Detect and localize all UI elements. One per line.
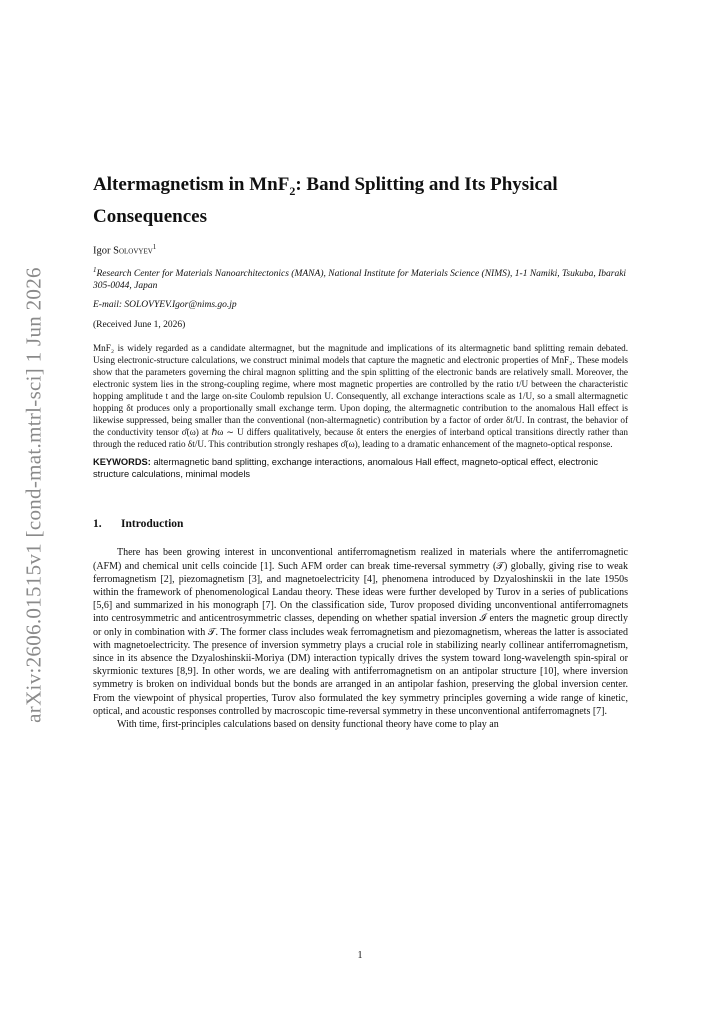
arxiv-identifier: arXiv:2606.01515v1 [cond-mat.mtrl-sci] 1 Jun 2026: [21, 267, 46, 723]
keywords: KEYWORDS: altermagnetic band splitting, exchange interactions, anomalous Hall effect, magneto-optical effect, electronic structure calculations, minimal models: [93, 457, 599, 480]
paragraph: With time, first-principles calculations based on density functional theory have come to play an: [117, 719, 499, 731]
paragraph: There has been growing interest in unconventional antiferromagnetism realized in materials where the antiferromagnetic (AFM) and chemical unit cells coincide [1]. Such AFM order can break time-reversal symmetry (𝒯) globally, giving rise to weak ferromagnetism [2], piezomagnetism [3], and magnetoelectricity [4], phenomena introduced by Dzyaloshinskii in the late 1950s within the framework of phenomenological Landau theory. These ideas were further developed by Turov in a series of publications [5,6] and summarized in his monograph [7]. On the classification side, Turov proposed dividing unconventional antiferromagnets into centrosymmetric and anticentrosymmetric classes, depending on whether spatial inversion ℐ enters the magnetic group directly or only in combination with 𝒯. The former class includes weak ferromagnetism and piezomagnetism, whereas the latter is associated with magnetoelectricity. The presence of inversion symmetry plays a crucial role in stabilizing nearly collinear antiferromagnetism, since in its absence the Dzyaloshinskii-Moriya (DM) interaction typically drives the system toward long-wavelength spin-spiral or skyrmionic textures [8,9]. In other words, we are dealing with antiferromagnetism on an antipolar structure [10], where inversion symmetry is broken on individual bonds but the bonds are arranged in an antipolar fashion, preserving the global inversion center. From the viewpoint of physical properties, Turov also formulated the key symmetry principles governing a wide range of kinetic, optical, and acoustic responses controlled by macroscopic time-reversal symmetry in these unconventional antiferromagnets [7].: [93, 547, 628, 717]
received-date: (Received June 1, 2026): [93, 320, 186, 331]
author-surname: Solovyev: [113, 245, 153, 257]
paper-title: Altermagnetism in MnF$_2$: Band Splitting and Its Physical Consequences: [93, 174, 558, 227]
arxiv-sidebar: [14, 245, 54, 745]
page-number: 1: [357, 950, 363, 961]
affiliation: $^1$Research Center for Materials Nanoarchitectonics (MANA), National Institute for Materials Science (NIMS), 1-1 Namiki, Tsukuba, Ibaraki 305-0044, Japan: [93, 266, 627, 292]
author-email: E-mail: SOLOVYEV.Igor@nims.go.jp: [93, 300, 237, 311]
paper-content: [93, 172, 628, 731]
section-heading: 1. Introduction: [93, 518, 184, 531]
abstract: MnF₂ is widely regarded as a candidate altermagnet, but the magnitude and implications of its altermagnetic band splitting remain debated. Using electronic-structure calculations, we construct minimal models that capture the magnetic and electronic properties of MnF₂. These models show that the parameters governing the chiral magnon splitting and the spin splitting of the electronic bands are relatively small. Moreover, the electronic system lies in the strong-coupling regime, where most magnetic properties are controlled by the ratio t/U between the characteristic hopping amplitude t and the large on-site Coulomb repulsion U. Consequently, all exchange interactions scale as 1/U, so a small altermagnetic hopping δt produces only a proportionally small exchange term. Upon doping, the altermagnetic contribution to the anomalous Hall effect is likewise suppressed, being smaller than the conventional (non-altermagnetic) contribution by a factor of order δt/U. In contrast, the behavior of the conductivity tensor σ̂(ω) at ℏω ∼ U differs qualitatively, because δt enters the energies of interband optical transitions directly rather than through the reduced ratio δt/U. This contribution strongly reshapes σ̂(ω), leading to a dramatic enhancement of the magneto-optical response.: [93, 343, 628, 450]
author-line: Igor Solovyev$^1$: [93, 242, 157, 257]
introduction-body: [93, 546, 628, 731]
